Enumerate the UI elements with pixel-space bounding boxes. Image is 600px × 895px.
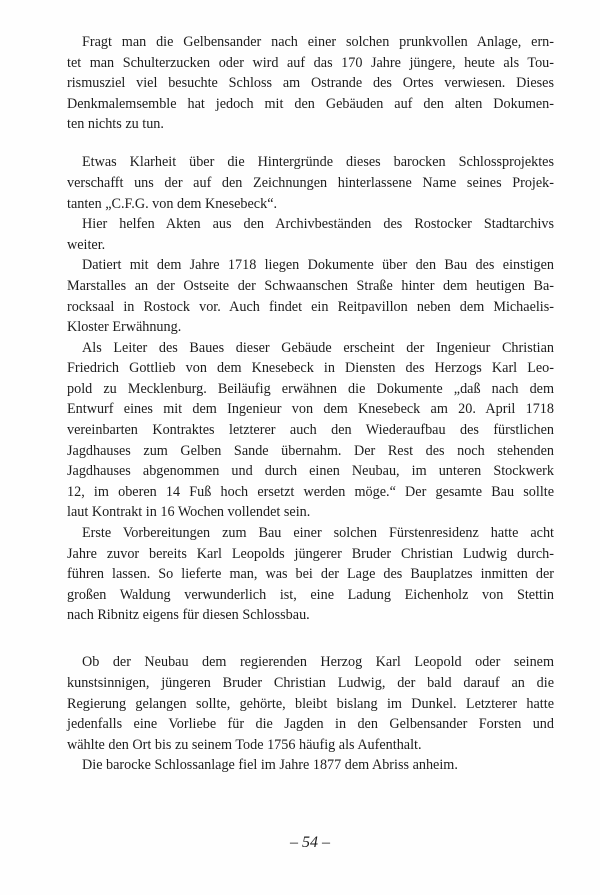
paragraph [67,152,554,214]
text-line: 12, im oberen 14 Fuß hoch ersetzt werden möge.“ Der gesamte Bau sollte [67,483,554,500]
paragraph [67,32,554,135]
paragraph [67,255,554,337]
body-text [67,32,554,776]
paragraph [67,214,554,255]
paragraph [67,338,554,523]
text-line: tanten „C.F.G. von dem Knesebeck“. [67,195,278,212]
text-line: Kloster Erwähnung. [67,319,182,336]
text-line: großen Waldung verwunderlich ist, eine Ladung Eichenholz von Stettin [67,586,554,603]
text-line: Als Leiter des Baues dieser Gebäude erscheint der Ingenieur Christian [82,339,554,356]
text-line: Regierung gelangen sollte, gehörte, bleibt bislang im Dunkel. Letzterer hatte [67,695,554,712]
text-line: Die barocke Schlossanlage fiel im Jahre 1877 dem Abriss anheim. [82,757,458,774]
text-line: Jahre zuvor bereits Karl Leopolds jüngerer Bruder Christian Ludwig durch- [67,545,554,562]
text-line: führen lassen. So lieferte man, was bei der Lage des Bauplatzes inmitten der [67,566,554,583]
text-line: Entwurf eines mit dem Ingenieur von dem Knesebeck am 20. April 1718 [67,401,554,418]
text-line: jedenfalls eine Vorliebe für die Jagden in den Gelbensander Forsten und [67,716,554,733]
text-line: Hier helfen Akten aus den Archivbeständen des Rostocker Stadtarchivs [82,216,554,233]
text-line: Denkmalemsemble hat jedoch mit den Gebäuden auf den alten Dokumen- [67,95,554,112]
text-line: Fragt man die Gelbensander nach einer solchen prunkvollen Anlage, ern- [82,34,554,50]
text-line: ten nichts zu tun. [67,116,164,133]
text-line: rismusziel viel besuchte Schloss am Ostrande des Ortes verwiesen. Dieses [67,75,554,92]
text-line: kunstsinnigen, jüngeren Bruder Christian Ludwig, der bald darauf an die [67,675,554,691]
text-line: laut Kontrakt in 16 Wochen vollendet sein. [67,504,311,521]
paragraph [67,523,554,626]
text-line: Etwas Klarheit über die Hintergründe dieses barocken Schlossprojektes [82,154,554,171]
text-line: rocksaal in Rostock vor. Auch findet ein Reitpavillon neben dem Michaelis- [67,298,554,315]
text-line: Marstalles an der Ostseite der Schwaanschen Straße hinter dem heutigen Ba- [67,277,554,294]
text-line: tet man Schulterzucken oder wird auf das 170 Jahre jüngere, heute als Tou- [67,54,554,71]
text-line: weiter. [67,236,106,253]
text-line: pold zu Mecklenburg. Beiläufig erwähnen die Dokumente „daß nach dem [67,380,554,397]
text-line: Jagdhauses abgenommen und durch einen Neubau, im unteren Stockwerk [67,463,554,480]
text-line: vereinbarten Kontraktes letzterer auch den Wiederaufbau des fürstlichen [67,422,554,439]
text-line: Jagdhauses zum Gelben Sande übernahm. Der Rest des noch stehenden [67,442,554,459]
text-line: Friedrich Gottlieb von dem Knesebeck in Diensten des Herzogs Karl Leo- [67,360,554,377]
text-line: Datiert mit dem Jahre 1718 liegen Dokumente über den Bau des einstigen [82,257,554,274]
paragraph [67,652,554,755]
page-number: – 54 – [290,834,330,851]
text-line: wählte den Ort bis zu seinem Tode 1756 häufig als Aufenthalt. [67,736,422,753]
text-line: Ob der Neubau dem regierenden Herzog Karl Leopold oder seinem [82,654,554,671]
text-line: verschafft uns der auf den Zeichnungen hinterlassene Name seines Projek- [67,174,554,191]
text-line: Erste Vorbereitungen zum Bau einer solchen Fürstenresidenz hatte acht [82,525,554,542]
text-line: nach Ribnitz eigens für diesen Schlossbau. [67,607,310,624]
paragraph [67,755,554,776]
